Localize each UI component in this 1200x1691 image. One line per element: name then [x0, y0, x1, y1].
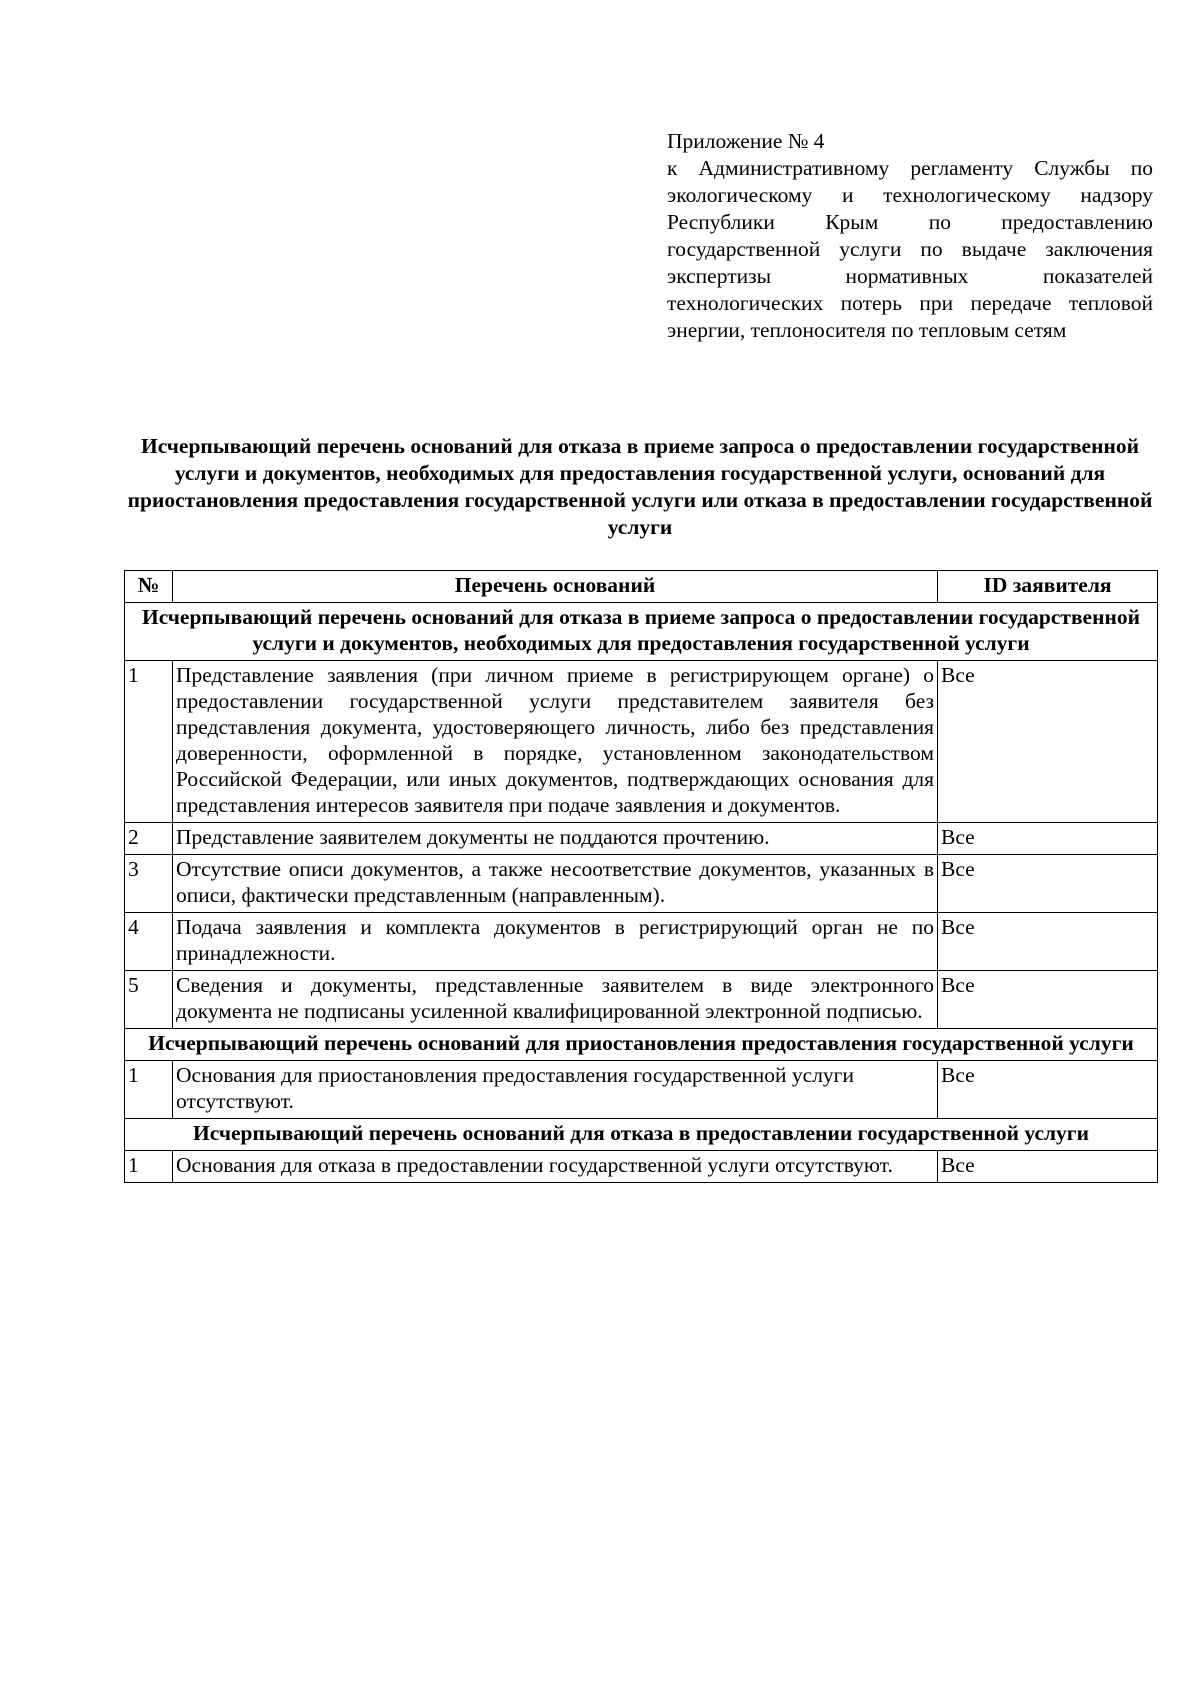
section-heading-row: [125, 1119, 1158, 1151]
row-number: 1: [125, 661, 173, 823]
row-applicant: Все: [938, 823, 1158, 855]
row-applicant: Все: [938, 1151, 1158, 1183]
row-applicant: Все: [938, 661, 1158, 823]
row-reason: Сведения и документы, представленные заявителем в виде электронного документа не подписаны усиленной квалифицированной электронной подписью.: [173, 971, 938, 1029]
row-number: 1: [125, 1151, 173, 1183]
row-reason: Подача заявления и комплекта документов в регистрирующий орган не по принадлежности.: [173, 913, 938, 971]
reasons-table: [124, 570, 1158, 1183]
table-header-row: [125, 571, 1158, 603]
section-heading-row: [125, 603, 1158, 661]
row-number: 2: [125, 823, 173, 855]
row-number: 1: [125, 1061, 173, 1119]
header-applicant-id: ID заявителя: [938, 571, 1158, 603]
table-row: [125, 913, 1158, 971]
table-row: [125, 823, 1158, 855]
row-number: 4: [125, 913, 173, 971]
section-heading: Исчерпывающий перечень оснований для отказа в приеме запроса о предоставлении государственной услуги и документов, необходимых для предоставления государственной услуги: [125, 603, 1158, 661]
table-row: [125, 1061, 1158, 1119]
row-reason: Основания для отказа в предоставлении государственной услуги отсутствуют.: [173, 1151, 938, 1183]
row-applicant: Все: [938, 971, 1158, 1029]
row-reason: Основания для приостановления предоставления государственной услуги отсутствуют.: [173, 1061, 938, 1119]
header-reasons: Перечень оснований: [173, 571, 938, 603]
row-number: 5: [125, 971, 173, 1029]
row-reason: Представление заявления (при личном приеме в регистрирующем органе) о предоставлении государственной услуги представителем заявителя без представления документа, удостоверяющего личность, либо без представления доверенности, оформленной в порядке, установленном законодательством Российской Федерации, или иных документов, подтверждающих основания для представления интересов заявителя при подаче заявления и документов.: [173, 661, 938, 823]
row-applicant: Все: [938, 913, 1158, 971]
section-heading-row: [125, 1029, 1158, 1061]
row-reason: Представление заявителем документы не поддаются прочтению.: [173, 823, 938, 855]
appendix-heading: Приложение № 4: [667, 129, 825, 153]
section-heading: Исчерпывающий перечень оснований для отказа в предоставлении государственной услуги: [125, 1119, 1158, 1151]
row-reason: Отсутствие описи документов, а также несоответствие документов, указанных в описи, фактически представленным (направленным).: [173, 855, 938, 913]
table-row: [125, 1151, 1158, 1183]
row-applicant: Все: [938, 855, 1158, 913]
header-number: №: [125, 571, 173, 603]
appendix-text: к Административному регламенту Службы по экологическому и технологическому надзору Республики Крым по предоставлению государственной услуги по выдаче заключения экспертизы нормативных показателей технологических потерь при передаче тепловой энергии, теплоносителя по тепловым сетям: [667, 156, 1153, 342]
row-number: 3: [125, 855, 173, 913]
document-title: Исчерпывающий перечень оснований для отказа в приеме запроса о предоставлении государственной услуги и документов, необходимых для предоставления государственной услуги, оснований для приостановления предоставления государственной услуги или отказа в предоставлении государственной услуги: [127, 434, 1153, 539]
table-row: [125, 855, 1158, 913]
section-heading: Исчерпывающий перечень оснований для приостановления предоставления государственной услуги: [125, 1029, 1158, 1061]
table-row: [125, 971, 1158, 1029]
table-row: [125, 661, 1158, 823]
row-applicant: Все: [938, 1061, 1158, 1119]
appendix-block: [667, 128, 1153, 344]
